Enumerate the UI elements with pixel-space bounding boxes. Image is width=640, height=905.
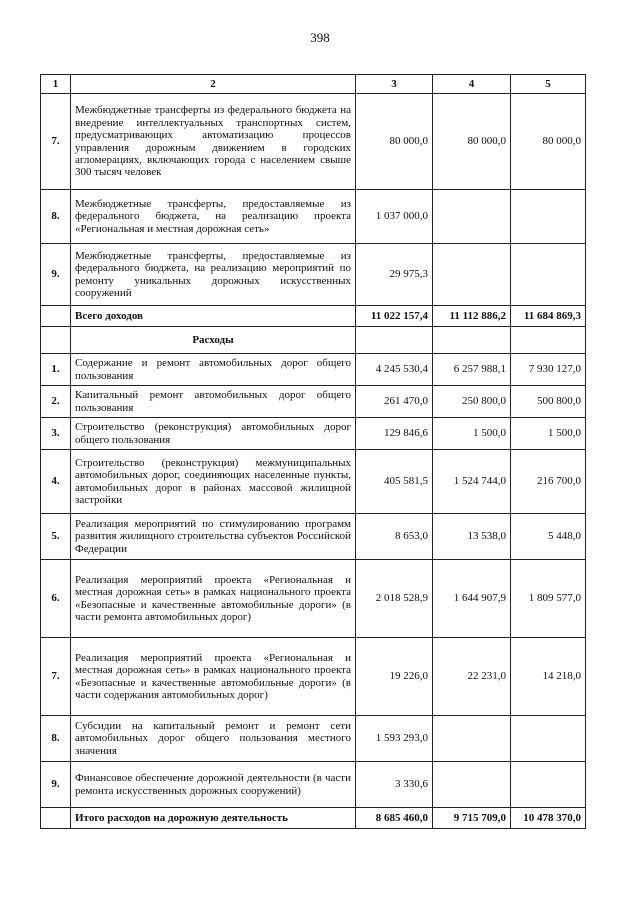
section-heading: Расходы: [71, 327, 356, 354]
table-row: [41, 418, 586, 450]
value-col-5: [511, 716, 586, 762]
row-number: 7.: [41, 94, 71, 190]
value-col-3: 3 330,6: [356, 762, 433, 808]
header-col-4: 4: [433, 75, 511, 94]
table-header-row: [41, 75, 586, 94]
value-col-5: 216 700,0: [511, 450, 586, 514]
value-col-5: [511, 762, 586, 808]
section-empty-1: [41, 327, 71, 354]
value-col-5: 1 500,0: [511, 418, 586, 450]
row-number: 1.: [41, 354, 71, 386]
value-col-3: 4 245 530,4: [356, 354, 433, 386]
row-description: Субсидии на капитальный ремонт и ремонт сети автомобильных дорог общего пользования местного значения: [71, 716, 356, 762]
total-value-col-3: 8 685 460,0: [356, 808, 433, 829]
row-number: 3.: [41, 418, 71, 450]
row-description: Капитальный ремонт автомобильных дорог общего пользования: [71, 386, 356, 418]
total-number: [41, 808, 71, 829]
value-col-5: [511, 190, 586, 244]
value-col-4: 1 524 744,0: [433, 450, 511, 514]
value-col-3: 80 000,0: [356, 94, 433, 190]
header-col-3: 3: [356, 75, 433, 94]
value-col-3: 19 226,0: [356, 638, 433, 716]
value-col-4: 22 231,0: [433, 638, 511, 716]
table-row: [41, 354, 586, 386]
table-row: [41, 244, 586, 306]
total-value-col-5: 11 684 869,3: [511, 306, 586, 327]
section-empty-3: [356, 327, 433, 354]
row-description: Строительство (реконструкция) автомобильных дорог общего пользования: [71, 418, 356, 450]
value-col-5: [511, 244, 586, 306]
row-description: Реализация мероприятий проекта «Региональная и местная дорожная сеть» в рамках национального проекта «Безопасные и качественные автомобильные дороги» (в части содержания автомобильных дорог): [71, 638, 356, 716]
header-col-1: 1: [41, 75, 71, 94]
row-number: 9.: [41, 762, 71, 808]
row-description: Межбюджетные трансферты, предоставляемые из федерального бюджета, на реализацию мероприятий по ремонту уникальных дорожных искусственных сооружений: [71, 244, 356, 306]
value-col-3: 405 581,5: [356, 450, 433, 514]
value-col-3: 2 018 528,9: [356, 560, 433, 638]
row-description: Содержание и ремонт автомобильных дорог общего пользования: [71, 354, 356, 386]
table-row: [41, 386, 586, 418]
value-col-3: 1 037 000,0: [356, 190, 433, 244]
value-col-4: [433, 190, 511, 244]
row-number: 9.: [41, 244, 71, 306]
table-row: [41, 560, 586, 638]
row-number: 5.: [41, 514, 71, 560]
row-number: 8.: [41, 190, 71, 244]
row-description: Межбюджетные трансферты из федерального бюджета на внедрение интеллектуальных транспортных систем, предусматривающих автоматизацию процессов управления дорожным движением в городских агломерациях, включающих города с населением свыше 300 тысяч человек: [71, 94, 356, 190]
row-number: 6.: [41, 560, 71, 638]
total-value-col-3: 11 022 157,4: [356, 306, 433, 327]
row-description: Реализация мероприятий проекта «Региональная и местная дорожная сеть» в рамках национального проекта «Безопасные и качественные автомобильные дороги» (в части ремонта автомобильных дорог): [71, 560, 356, 638]
value-col-4: 13 538,0: [433, 514, 511, 560]
table-row: [41, 716, 586, 762]
value-col-4: 250 800,0: [433, 386, 511, 418]
total-label: Всего доходов: [71, 306, 356, 327]
value-col-3: 8 653,0: [356, 514, 433, 560]
row-number: 8.: [41, 716, 71, 762]
table-row: [41, 450, 586, 514]
value-col-3: 261 470,0: [356, 386, 433, 418]
header-col-5: 5: [511, 75, 586, 94]
expense-total-row: [41, 808, 586, 829]
row-description: Межбюджетные трансферты, предоставляемые из федерального бюджета, на реализацию проекта «Региональная и местная дорожная сеть»: [71, 190, 356, 244]
row-description: Реализация мероприятий по стимулированию программ развития жилищного строительства субъектов Российской Федерации: [71, 514, 356, 560]
income-total-row: [41, 306, 586, 327]
value-col-4: 80 000,0: [433, 94, 511, 190]
header-col-2: 2: [71, 75, 356, 94]
table-row: [41, 94, 586, 190]
value-col-4: 6 257 988,1: [433, 354, 511, 386]
value-col-4: [433, 762, 511, 808]
expenses-section-row: [41, 327, 586, 354]
total-value-col-4: 9 715 709,0: [433, 808, 511, 829]
value-col-3: 29 975,3: [356, 244, 433, 306]
value-col-5: 80 000,0: [511, 94, 586, 190]
section-empty-4: [433, 327, 511, 354]
value-col-5: 7 930 127,0: [511, 354, 586, 386]
row-number: 7.: [41, 638, 71, 716]
table-row: [41, 762, 586, 808]
row-description: Строительство (реконструкция) межмуниципальных автомобильных дорог, соединяющих населенные пункты, автомобильных дорог в районах массовой жилищной застройки: [71, 450, 356, 514]
section-empty-5: [511, 327, 586, 354]
value-col-3: 129 846,6: [356, 418, 433, 450]
value-col-4: 1 644 907,9: [433, 560, 511, 638]
page-number: 398: [310, 30, 330, 45]
value-col-5: 1 809 577,0: [511, 560, 586, 638]
value-col-4: [433, 244, 511, 306]
value-col-5: 5 448,0: [511, 514, 586, 560]
value-col-4: [433, 716, 511, 762]
value-col-5: 500 800,0: [511, 386, 586, 418]
table-row: [41, 190, 586, 244]
value-col-5: 14 218,0: [511, 638, 586, 716]
total-number: [41, 306, 71, 327]
value-col-3: 1 593 293,0: [356, 716, 433, 762]
table-row: [41, 514, 586, 560]
budget-table: [40, 74, 586, 829]
row-number: 4.: [41, 450, 71, 514]
value-col-4: 1 500,0: [433, 418, 511, 450]
total-value-col-4: 11 112 886,2: [433, 306, 511, 327]
row-description: Финансовое обеспечение дорожной деятельности (в части ремонта искусственных дорожных сооружений): [71, 762, 356, 808]
table-row: [41, 638, 586, 716]
total-label: Итого расходов на дорожную деятельность: [71, 808, 356, 829]
row-number: 2.: [41, 386, 71, 418]
total-value-col-5: 10 478 370,0: [511, 808, 586, 829]
